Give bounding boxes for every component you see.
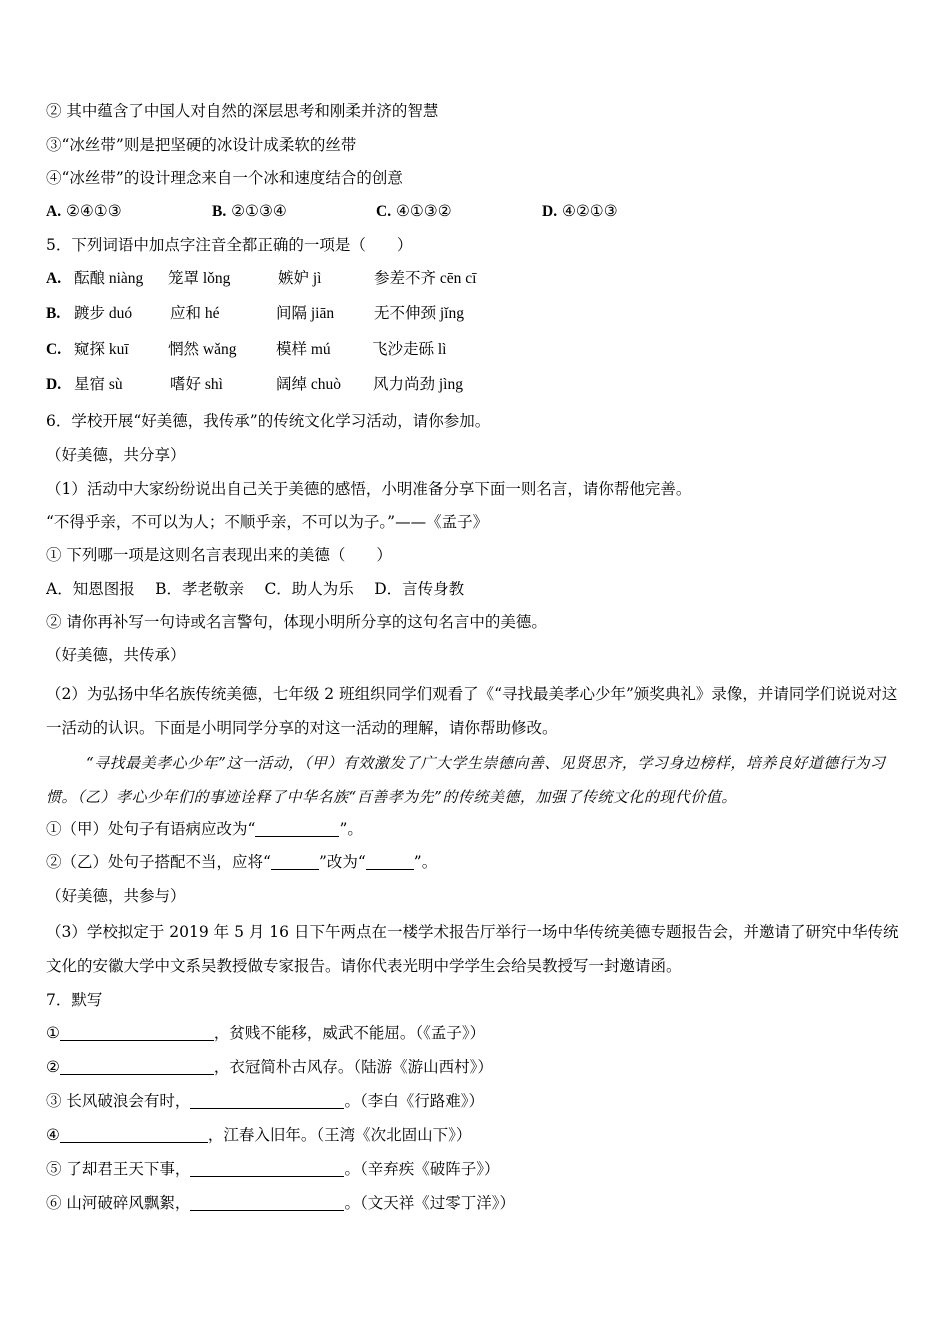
q7-line-suffix: 。（李白《行路难》） (344, 1092, 484, 1110)
q7-line-prefix: ⑥ 山河破碎风飘絮， (46, 1194, 191, 1212)
q4-sentence-4: ④“冰丝带”的设计理念来自一个冰和速度结合的创意 (46, 169, 403, 187)
q6-sub1-question: ① 下列哪一项是这则名言表现出来的美德（ ） (46, 546, 392, 564)
q5-word: 风力尚劲 jìng (373, 376, 463, 393)
q5-option-letter: A. (46, 270, 62, 287)
q4-option-d[interactable]: D. ④②①③ (542, 202, 618, 220)
q5-word: 无不伸颈 jǐng (374, 305, 464, 322)
answer-blank[interactable] (60, 1126, 208, 1143)
q7-stem: 7．默写 (46, 991, 103, 1009)
q6-fix2-middle: ”改为“ (318, 853, 366, 871)
q7-line-3 (46, 1090, 484, 1112)
q5-word: 阔绰 chuò (276, 376, 342, 393)
q6-section-title-inherit: （好美德，共传承） (46, 646, 186, 664)
q5-stem: 5．下列词语中加点字注音全都正确的一项是（ ） (46, 236, 413, 254)
q4-sentence-3: ③“冰丝带”则是把坚硬的冰设计成柔软的丝带 (46, 136, 357, 154)
q7-line-1 (46, 1022, 485, 1044)
answer-blank[interactable] (271, 853, 319, 870)
q6-sub1-options[interactable]: A．知恩图报 B．孝老敬亲 C．助人为乐 D．言传身教 (46, 580, 465, 598)
q7-line-prefix: ⑤ 了却君王天下事， (46, 1160, 191, 1178)
q7-line-prefix: ④ (46, 1126, 60, 1144)
q7-line-suffix: ，贫贱不能移，威武不能屈。（《孟子》） (213, 1024, 486, 1042)
q4-option-b[interactable]: B. ②①③④ (212, 202, 287, 220)
answer-blank[interactable] (60, 1058, 214, 1075)
q7-line-suffix: ，衣冠简朴古风存。（陆游《游山西村》） (213, 1058, 493, 1076)
q6-fix1-suffix: ”。 (339, 820, 363, 838)
q6-fix1-prefix: ①（甲）处句子有语病应改为“ (46, 820, 256, 838)
answer-blank[interactable] (190, 1194, 344, 1211)
q5-word: 笼罩 lǒng (168, 270, 231, 287)
q5-word: 间隔 jiān (276, 305, 335, 322)
q6-passage: “寻找最美孝心少年”这一活动，（甲）有效激发了广大学生崇德向善、见贤思齐，学习身边榜样，培养良好道德行为习惯。（乙）孝心少年们的事迹诠释了中华名族“百善孝为先”的传统美德，加强了传统文化的现代价值。 (46, 754, 886, 806)
q5-option-d[interactable] (46, 374, 746, 396)
q6-fix2-prefix: ②（乙）处句子搭配不当，应将“ (46, 853, 271, 871)
q7-line-suffix: 。（辛弃疾《破阵子》） (344, 1160, 500, 1178)
q5-option-letter: D. (46, 376, 62, 393)
q6-part1-prompt: （1）活动中大家纷纷说出自己关于美德的感悟，小明准备分享下面一则名言，请你帮他完善。 (46, 480, 692, 498)
q5-word: 星宿 sù (74, 376, 123, 393)
q4-option-c[interactable]: C. ④①③② (376, 202, 452, 220)
q5-word: 惘然 wǎng (168, 341, 237, 358)
q6-fix2 (46, 851, 437, 873)
q7-line-prefix: ② (46, 1058, 60, 1076)
q5-word: 应和 hé (170, 305, 220, 322)
q5-option-letter: C. (46, 341, 62, 358)
q5-word: 酝酿 niàng (74, 270, 144, 287)
q5-word: 嗜好 shì (170, 376, 223, 393)
q7-line-suffix: 。（文天祥《过零丁洋》） (344, 1194, 515, 1212)
answer-blank[interactable] (366, 853, 414, 870)
q7-line-2 (46, 1056, 493, 1078)
q5-option-c[interactable] (46, 339, 746, 361)
q6-part2-prompt: （2）为弘扬中华名族传统美德，七年级 2 班组织同学们观看了《“寻找最美孝心少年”颁奖典礼》录像，并请同学们说说对这一活动的认识。下面是小明同学分享的对这一活动的理解，请你帮助修改。 (46, 685, 898, 737)
answer-blank[interactable] (190, 1092, 344, 1109)
q7-line-4 (46, 1124, 471, 1146)
q5-word: 模样 mú (276, 341, 331, 358)
q6-fix1 (46, 818, 363, 840)
q4-options (46, 200, 746, 222)
q7-line-6 (46, 1192, 515, 1214)
q4-option-a[interactable]: A. ②④①③ (46, 202, 122, 220)
q7-line-5 (46, 1158, 499, 1180)
answer-blank[interactable] (255, 820, 339, 837)
q6-sub2-question: ② 请你再补写一句诗或名言警句，体现小明所分享的这句名言中的美德。 (46, 613, 547, 631)
q4-sentence-2: ② 其中蕴含了中国人对自然的深层思考和刚柔并济的智慧 (46, 102, 439, 120)
q6-part3-prompt: （3）学校拟定于 2019 年 5 月 16 日下午两点在一楼学术报告厅举行一场中华传统美德专题报告会，并邀请了研究中华传统文化的安徽大学中文系吴教授做专家报告。请你代表光明中学学生会给吴教授写一封邀请函。 (46, 923, 899, 975)
q5-word: 踱步 duó (74, 305, 133, 322)
q6-fix2-suffix: ”。 (413, 853, 438, 871)
q5-word: 参差不齐 cēn cī (374, 270, 477, 287)
answer-blank[interactable] (60, 1024, 214, 1041)
answer-blank[interactable] (190, 1160, 344, 1177)
q6-stem: 6．学校开展“好美德，我传承”的传统文化学习活动，请你参加。 (46, 412, 491, 430)
q7-line-prefix: ③ 长风破浪会有时， (46, 1092, 191, 1110)
q5-option-letter: B. (46, 305, 61, 322)
q6-section-title-participate: （好美德，共参与） (46, 887, 186, 905)
q5-option-b[interactable] (46, 303, 746, 325)
q5-word: 窥探 kuī (74, 341, 129, 358)
q7-line-suffix: ，江春入旧年。（王湾《次北固山下》） (207, 1126, 472, 1144)
q5-word: 飞沙走砾 lì (372, 341, 447, 358)
q6-section-title-share: （好美德，共分享） (46, 446, 186, 464)
q6-quote: “不得乎亲，不可以为人；不顺乎亲，不可以为子。”——《孟子》 (46, 513, 489, 531)
q5-word: 嫉妒 jì (278, 270, 322, 287)
q5-option-a[interactable] (46, 268, 746, 290)
q7-line-prefix: ① (46, 1024, 60, 1042)
